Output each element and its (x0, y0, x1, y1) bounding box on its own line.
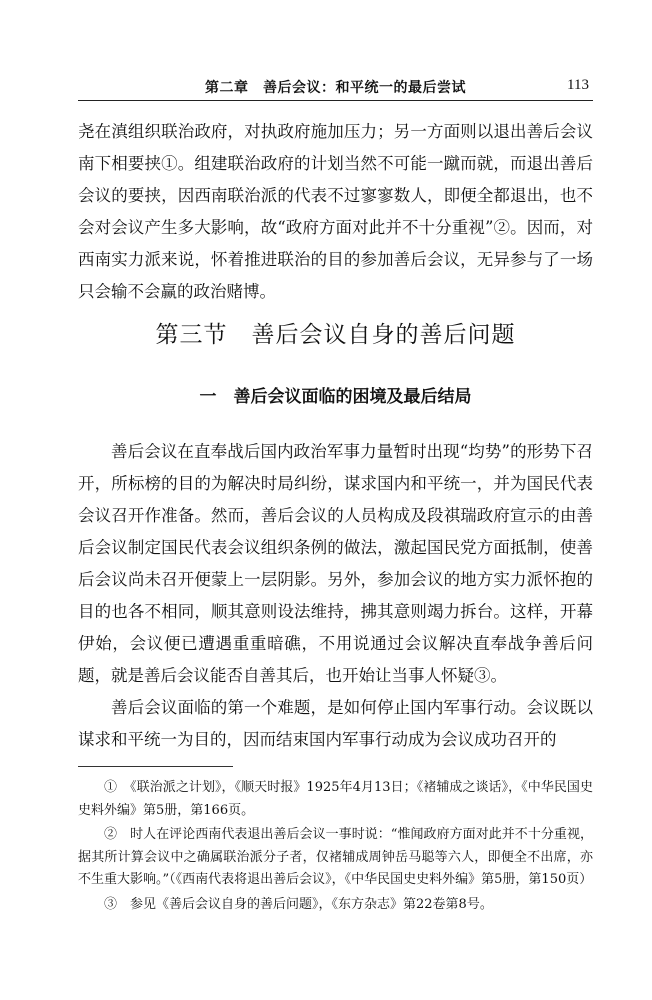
intro-text-block (78, 116, 593, 308)
body-paragraph-2: 善后会议面临的第一个难题，是如何停止国内军事行动。会议既以谋求和平统一为目的，因而结束国内军事行动成为会议成功召开的 (78, 698, 593, 749)
footnote-1: ① 《联治派之计划》，《顺天时报》1925年4月13日；《褚辅成之谈话》，《中华民国史史料外编》第5册，第166页。 (78, 780, 593, 818)
footnote-3: ③ 参见《善后会议自身的善后问题》，《东方杂志》第22卷第8号。 (104, 896, 493, 912)
page-number: 113 (567, 77, 589, 93)
footnotes (78, 777, 593, 918)
running-header (78, 74, 593, 101)
section-title: 第三节 善后会议自身的善后问题 (155, 322, 516, 348)
chapter-header-title: 第二章 善后会议：和平统一的最后尝试 (205, 80, 466, 96)
main-text-block (78, 436, 593, 756)
intro-paragraph: 尧在滇组织联治政府，对执政府施加压力；另一方面则以退出善后会议南下相要挟①。组建联治政府的计划当然不可能一蹴而就，而退出善后会议的要挟，因西南联治派的代表不过寥寥数人，即便全都退出，也不会对会议产生多大影响，故“政府方面对此并不十分重视”②。因而，对西南实力派来说，怀着推进联治的目的参加善后会议，无异参与了一场只会输不会赢的政治赌博。 (78, 122, 593, 301)
subsection-title: 一 善后会议面临的困境及最后结局 (199, 387, 472, 407)
footnote-divider (78, 766, 233, 767)
body-paragraph-1: 善后会议在直奉战后国内政治军事力量暂时出现“均势”的形势下召开，所标榜的目的为解决时局纠纷，谋求国内和平统一，并为国民代表会议召开作准备。然而，善后会议的人员构成及段祺瑞政府宣示的由善后会议制定国民代表会议组织条例的做法，激起国民党方面抵制，使善后会议尚未召开便蒙上一层阴影。另外，参加会议的地方实力派怀抱的目的也各不相同，顺其意则设法维持，拂其意则竭力拆台。这样，开幕伊始，会议便已遭遇重重暗礁，不用说通过会议解决直奉战争善后问题，就是善后会议能否自善其后，也开始让当事人怀疑③。 (78, 442, 593, 685)
footnote-2: ② 时人在评论西南代表退出善后会议一事时说：“惟闻政府方面对此并不十分重视，据其所计算会议中之确属联治派分子者，仅褚辅成周钟岳马聪等六人，即便全不出席，亦不生重大影响。”（《西南代表将退出善后会议》，《中华民国史史料外编》第5册，第150页） (78, 827, 593, 887)
